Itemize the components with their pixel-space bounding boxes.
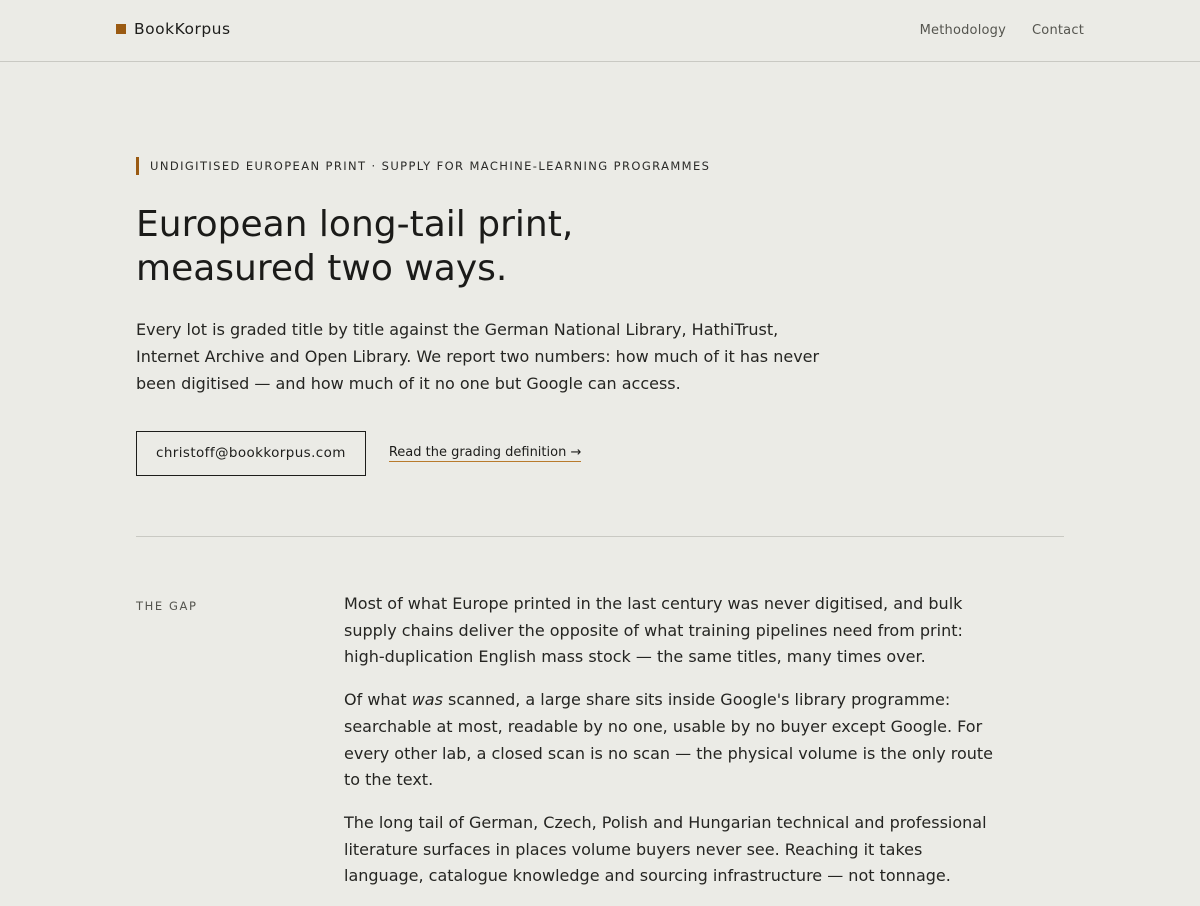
main-nav bbox=[920, 23, 1084, 38]
nav-contact-link[interactable]: Contact bbox=[1032, 23, 1084, 38]
gap-paragraph-2-start: Of what bbox=[344, 690, 412, 710]
hero-eyebrow: UNDIGITISED EUROPEAN PRINT · SUPPLY FOR MACHINE-LEARNING PROGRAMMES bbox=[136, 157, 856, 175]
brand-name: BookKorpus bbox=[134, 20, 231, 38]
gap-paragraph-2-rest: scanned, a large share sits inside Google's library programme: searchable at most, readable by no one, usable by no buyer except Google. For every other lab, a closed scan is no scan — the physical volume is the only route to the text. bbox=[344, 690, 994, 790]
nav-methodology-link[interactable]: Methodology bbox=[919, 23, 1007, 38]
gap-paragraph-2-emphasis: was bbox=[411, 690, 443, 710]
headline-line-2: measured two ways. bbox=[136, 248, 508, 289]
section-divider bbox=[136, 536, 1064, 537]
gap-paragraph-2 bbox=[344, 687, 1004, 794]
gap-paragraph-1: Most of what Europe printed in the last century was never digitised, and bulk supply chains deliver the opposite of what training pipelines need from print: high-duplication English mass stock — the same titles, many times over. bbox=[344, 594, 963, 667]
top-navigation-bar bbox=[0, 0, 1200, 62]
hero-section bbox=[136, 157, 856, 476]
the-gap-section bbox=[344, 591, 1004, 906]
brand-square-icon bbox=[116, 24, 126, 34]
gap-paragraph-3: The long tail of German, Czech, Polish and Hungarian technical and professional literature surfaces in places volume buyers never see. Reaching it takes language, catalogue knowledge and sourcing infrastructure — not tonnage. bbox=[344, 812, 987, 886]
headline-line-1: European long-tail print, bbox=[136, 204, 574, 245]
grading-definition-link[interactable]: Read the grading definition → bbox=[388, 445, 582, 460]
hero-actions bbox=[136, 431, 856, 476]
hero-lede: Every lot is graded title by title against the German National Library, HathiTrust, Internet Archive and Open Library. We report two numbers: how much of it has never been digitised — and how much of it no one but Google can access. bbox=[136, 320, 820, 393]
page-title bbox=[136, 203, 736, 291]
section-label-the-gap: THE GAP bbox=[136, 599, 198, 613]
email-contact-button[interactable]: christoff@bookkorpus.com bbox=[136, 431, 366, 476]
brand-logo-link[interactable] bbox=[116, 20, 231, 38]
